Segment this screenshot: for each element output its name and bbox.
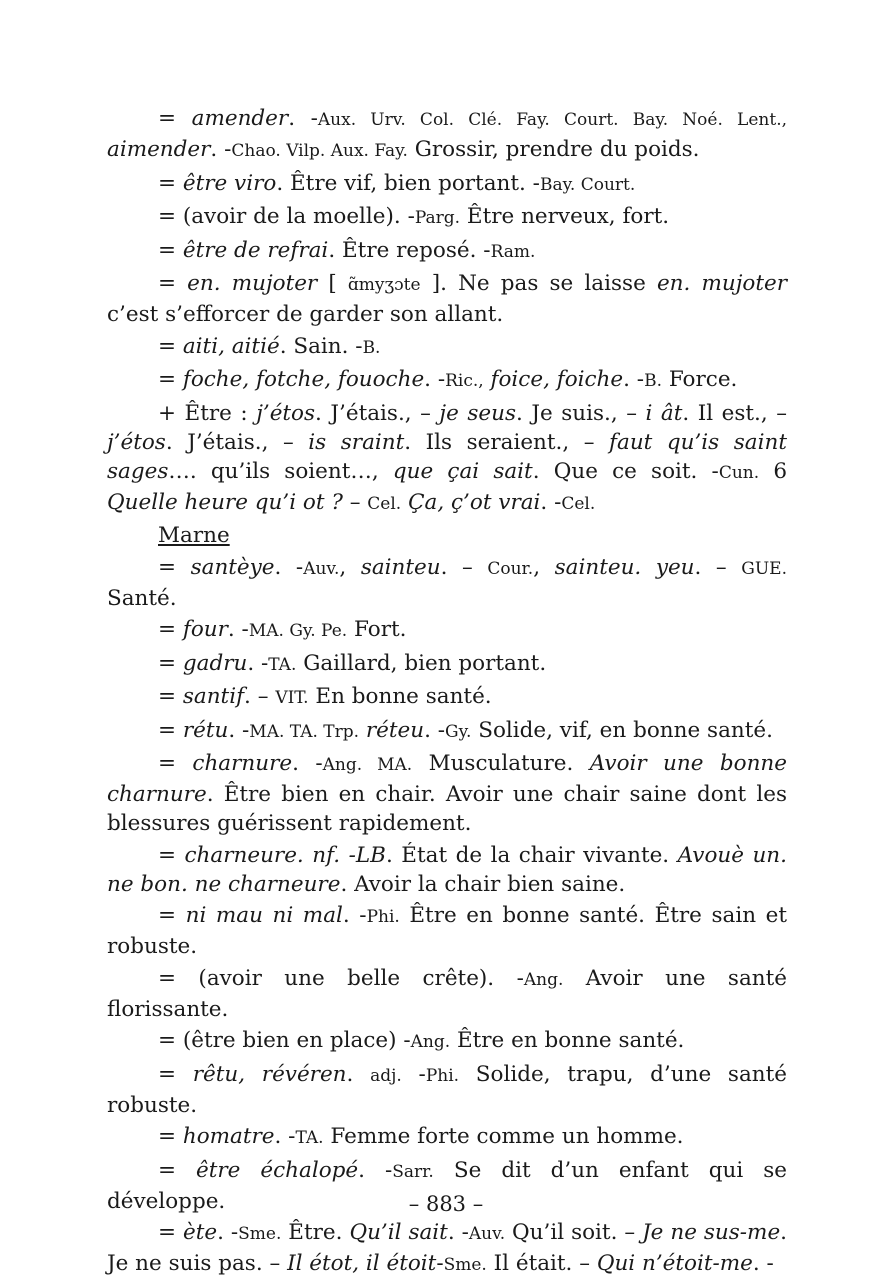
entry-paragraph — [107, 169, 787, 203]
entry-paragraph — [107, 1218, 787, 1283]
italic-term: réteu — [365, 717, 425, 743]
body-text: . Être reposé. - — [328, 237, 491, 263]
body-text: Être nerveux, fort. — [460, 204, 670, 229]
body-text: Solide, vif, en bonne santé. — [471, 717, 773, 743]
entry-paragraph — [107, 236, 787, 270]
italic-term: Avoir une bonne charnure — [107, 751, 787, 807]
body-text: Santé. — [107, 585, 177, 611]
italic-term: Je ne sus-me — [642, 1220, 781, 1245]
body-text: = — [158, 106, 192, 131]
body-text: Se dit d’un enfant qui se développe. — [107, 1157, 787, 1214]
body-text: [ — [317, 271, 348, 296]
abbreviation-text: Cel. — [367, 493, 402, 514]
italic-term: santif — [182, 684, 245, 709]
abbreviation-text: Parg. — [414, 208, 461, 228]
abbreviation-text: Chao. Vilp. Aux. Fay. — [231, 141, 408, 161]
body-text: . - — [247, 650, 269, 676]
body-text: . — [346, 1061, 371, 1087]
entry-paragraph — [107, 1060, 787, 1123]
body-text: . Que ce soit. - — [532, 458, 719, 484]
italic-term: aiti, aitié — [182, 333, 280, 359]
italic-term: aimender — [107, 137, 211, 162]
body-text: . - — [210, 137, 232, 162]
body-text: Qu’il soit. – — [505, 1220, 643, 1245]
abbreviation-text: Gy. — [445, 721, 472, 742]
abbreviation-text: Sme. — [238, 1224, 282, 1244]
body-text: . Être bien en chair. Avoir une chair saine dont les blessures guérissent rapidement. — [107, 782, 787, 836]
body-text: Force. — [661, 367, 738, 392]
body-text: = — [158, 751, 193, 776]
body-text: = — [158, 271, 188, 296]
body-text: . - — [274, 554, 304, 580]
body-text: = — [158, 1220, 183, 1245]
body-text: . J’étais., – — [315, 400, 440, 426]
body-text: = — [158, 367, 183, 392]
entry-paragraph — [107, 716, 787, 750]
abbreviation-text: Cel. — [561, 493, 596, 514]
body-text: . - — [274, 1124, 296, 1149]
body-text: = — [158, 1124, 183, 1149]
dictionary-entries — [107, 104, 787, 1283]
italic-term: charnure — [192, 751, 293, 776]
body-text: + Être : — [158, 400, 257, 426]
body-text: – — [342, 489, 368, 515]
body-text: . - — [342, 903, 367, 928]
italic-term: four — [182, 617, 228, 642]
abbreviation-text: B. — [362, 337, 381, 358]
italic-term: rétu — [182, 717, 229, 743]
body-text: , — [339, 554, 361, 580]
entry-paragraph — [107, 901, 787, 964]
italic-term: santèye — [190, 554, 275, 580]
italic-term: i ât — [645, 400, 683, 426]
italic-term: charneure. nf. -LB — [184, 842, 386, 868]
italic-term: être viro — [182, 170, 277, 196]
italic-term: Il étot, il étoit — [287, 1251, 437, 1276]
entry-paragraph — [107, 749, 787, 841]
entry-paragraph — [107, 615, 787, 649]
body-text: = — [158, 333, 183, 359]
abbreviation-text: Ang. MA. — [322, 755, 413, 775]
body-text: . J’étais., – — [165, 429, 309, 455]
body-text: Gaillard, bien portant. — [296, 650, 547, 676]
body-text: , — [533, 554, 555, 580]
italic-term: être de refrai — [182, 237, 329, 263]
abbreviation-text: Auv. — [303, 558, 340, 579]
body-text: . - — [623, 367, 645, 392]
body-text: En bonne santé. — [308, 684, 492, 709]
body-text: Grossir, prendre du poids. — [407, 137, 700, 162]
body-text: Il était. – — [486, 1251, 597, 1276]
entry-paragraph — [107, 1026, 787, 1060]
abbreviation-text: Bay. Court. — [539, 174, 636, 195]
italic-term: être échalopé — [196, 1157, 359, 1183]
italic-term: homatre — [182, 1124, 275, 1149]
entry-paragraph — [107, 964, 787, 1027]
body-text: . - — [292, 751, 323, 776]
abbreviation-text: Cour. — [487, 558, 534, 579]
body-text: = — [158, 170, 183, 196]
body-text: = — [158, 1157, 197, 1183]
italic-term: j’étos — [256, 400, 316, 426]
body-text: = — [158, 684, 183, 709]
italic-term: is sraint — [308, 429, 405, 455]
body-text: = — [158, 650, 183, 676]
body-text: = (être bien en place) - — [158, 1028, 411, 1053]
abbreviation-text: ɑ̃myʒɔte — [347, 275, 421, 295]
entry-paragraph — [107, 104, 787, 169]
abbreviation-text: Sarr. — [392, 1161, 434, 1182]
body-text: Fort. — [347, 617, 407, 642]
entry-paragraph — [107, 365, 787, 399]
abbreviation-text: adj. — [370, 1065, 402, 1086]
body-text: . - — [217, 1220, 239, 1245]
body-text: = — [158, 1061, 193, 1087]
entry-paragraph — [107, 1122, 787, 1156]
body-text: . État de la chair vivante. — [385, 842, 678, 868]
italic-term: je seus — [439, 400, 516, 426]
body-text: . - — [447, 1220, 469, 1245]
body-text: Être en bonne santé. Être sain et robuste. — [107, 903, 787, 959]
body-text: . - — [358, 1157, 393, 1183]
body-text: = — [158, 717, 183, 743]
entry-paragraph — [107, 269, 787, 332]
page-body — [107, 104, 787, 1283]
italic-term: que çai sait — [392, 458, 533, 484]
body-text: - — [436, 1251, 444, 1276]
italic-term: Qui n’étoit-me — [596, 1251, 753, 1276]
body-text: . Je ne suis pas. – — [107, 1220, 788, 1276]
abbreviation-text: Ram. — [490, 241, 536, 262]
abbreviation-text: VIT. — [275, 688, 309, 708]
abbreviation-text: MA. TA. Trp. — [249, 721, 360, 742]
body-text: . - — [752, 1251, 774, 1276]
italic-term: Quelle heure qu’i ot ? — [107, 489, 343, 515]
italic-term: sainteu. yeu — [554, 554, 695, 580]
abbreviation-text: Phi. — [425, 1065, 460, 1086]
italic-term: sainteu — [360, 554, 441, 580]
body-text: Femme forte comme un homme. — [323, 1124, 684, 1149]
italic-term: gadru — [182, 650, 248, 676]
body-text: = (avoir une belle crête). - — [158, 965, 524, 991]
body-text: = — [158, 554, 191, 580]
abbreviation-text: GUE. — [741, 558, 787, 579]
abbreviation-text: Ang. — [410, 1032, 451, 1052]
section-heading — [107, 521, 787, 553]
italic-term: foice, foiche — [490, 367, 624, 392]
body-text: . – — [244, 684, 276, 709]
entry-paragraph — [107, 841, 787, 902]
body-text: = — [158, 237, 183, 263]
body-text — [359, 718, 366, 743]
entry-paragraph — [107, 399, 787, 522]
page-number: – 883 – — [408, 1192, 484, 1216]
entry-paragraph — [107, 553, 787, 616]
body-text: . - — [424, 717, 446, 743]
italic-term: Qu’il sait — [349, 1220, 448, 1245]
body-text: Être. — [281, 1220, 350, 1245]
body-text: . - — [424, 367, 446, 392]
abbreviation-text: TA. — [268, 654, 297, 675]
body-text: . Ils seraient., – — [404, 429, 610, 455]
body-text: . – — [440, 554, 488, 580]
italic-term: faut qu’is saint sages — [107, 429, 787, 484]
abbreviation-text: B. — [644, 371, 662, 391]
body-text: Solide, trapu, d’une santé robuste. — [107, 1061, 787, 1118]
body-text: = — [158, 617, 183, 642]
body-text: - — [401, 1061, 426, 1087]
body-text: = — [158, 842, 185, 868]
body-text: 6 — [759, 458, 788, 484]
body-text — [484, 367, 491, 392]
italic-term: en. mujoter — [656, 271, 787, 296]
abbreviation-text: Ang. — [523, 969, 564, 990]
entry-paragraph — [107, 682, 787, 716]
abbreviation-text: Sme. — [443, 1255, 487, 1275]
abbreviation-text: Aux. Urv. Col. Clé. Fay. Court. Bay. Noé. Lent., — [317, 110, 787, 130]
body-text: . - — [228, 717, 250, 743]
body-text: . - — [288, 106, 318, 131]
body-text: . Je suis., – — [515, 400, 646, 426]
body-text: = — [158, 903, 186, 928]
body-text: Marne — [158, 523, 230, 548]
body-text: . Être vif, bien portant. - — [276, 170, 540, 196]
entry-paragraph — [107, 202, 787, 236]
body-text: Musculature. — [412, 751, 590, 776]
body-text: . - — [227, 617, 249, 642]
body-text: . Avoir la chair bien saine. — [340, 871, 626, 897]
body-text: . Il est., – — [682, 400, 787, 426]
body-text: c’est s’efforcer de garder son allant. — [107, 302, 504, 327]
abbreviation-text: MA. Gy. Pe. — [248, 621, 348, 641]
italic-term: ète — [182, 1220, 218, 1245]
body-text: = (avoir de la moelle). - — [158, 204, 415, 229]
italic-term: Ça, ç’ot vrai — [408, 489, 541, 515]
italic-term: rêtu, révéren — [192, 1061, 347, 1087]
abbreviation-text: Auv. — [468, 1224, 506, 1244]
body-text: Avoir une santé florissante. — [107, 965, 787, 1022]
entry-paragraph — [107, 332, 787, 366]
abbreviation-text: TA. — [295, 1128, 324, 1148]
italic-term: foche, fotche, fouoche — [182, 367, 425, 392]
body-text: . Sain. - — [279, 333, 363, 359]
body-text: . – — [694, 554, 742, 580]
body-text: Être en bonne santé. — [450, 1028, 685, 1053]
entry-paragraph — [107, 649, 787, 683]
italic-term: en. mujoter — [187, 271, 318, 296]
italic-term: amender — [191, 106, 289, 131]
italic-term: ni mau ni mal — [185, 903, 343, 928]
body-text: . - — [540, 489, 562, 515]
abbreviation-text: Phi. — [366, 907, 400, 927]
italic-term: Avouè un. ne bon. ne charneure — [107, 842, 787, 897]
italic-term: j’étos — [107, 429, 166, 455]
abbreviation-text: Cun. — [718, 462, 760, 483]
abbreviation-text: Ric., — [445, 371, 484, 391]
body-text: ]. Ne pas se laisse — [420, 271, 657, 296]
body-text: …. qu’ils soient…, — [168, 458, 393, 484]
